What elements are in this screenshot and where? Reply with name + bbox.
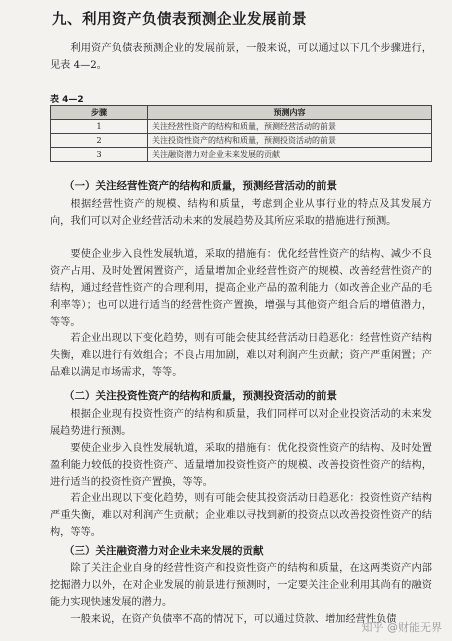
table-cell-step: 3 [51, 148, 148, 162]
table-row [51, 148, 432, 162]
section-3-title: （三）关注融资潜力对企业未来发展的贡献 [64, 545, 264, 557]
section-1-paragraph-1: 根据经营性资产的规模、结构和质量，考虑到企业从事行业的特点及其发展方向，我们可以对企业经营活动未来的发展趋势及其所应采取的措施进行预测。 [50, 199, 432, 227]
section-1-paragraph-3: 若企业出现以下变化趋势，则有可能会使其经营活动日趋恶化：经营性资产结构失衡，难以进行有效组合；不良占用加剧，难以对利润产生贡献；资产严重闲置；产品难以满足市场需求，等等。 [50, 333, 432, 378]
intro-paragraph: 利用资产负债表预测企业的发展前景，一般来说，可以通过以下几个步骤进行，见表 4—2。 [50, 43, 432, 71]
table-caption: 表 4—2 [50, 95, 84, 105]
page-heading: 九、利用资产负债表预测企业发展前景 [52, 12, 307, 28]
section-2-paragraph-3: 若企业出现以下变化趋势，则有可能会使其投资活动日趋恶化：投资性资产结构严重失衡，难以对利润产生贡献；企业难以寻找到新的投资点以改善投资性资产的结构，等等。 [50, 493, 432, 538]
table-row [51, 134, 432, 148]
section-2-title: （二）关注投资性资产的结构和质量，预测投资活动的前景 [64, 390, 337, 402]
section-2-paragraph-2: 要使企业步入良性发展轨道，采取的措施有：优化投资性资产的结构、及时处置盈利能力较低的投资性资产、适量增加投资性资产的规模、改善投资性资产的结构，进行适当的投资性资产置换，等等。 [50, 443, 432, 488]
section-2-paragraph-1: 根据企业现有投资性资产的结构和质量，我们同样可以对企业投资活动的未来发展趋势进行预测。 [50, 409, 432, 437]
table-header-row [51, 106, 432, 120]
section-3-paragraph-2: 一般来说，在资产负债率不高的情况下，可以通过贷款、增加经营性负债 [70, 614, 397, 625]
table-cell-step: 1 [51, 120, 148, 134]
steps-table [50, 105, 432, 162]
table-header-content: 预测内容 [148, 106, 432, 120]
section-1-paragraph-2: 要使企业步入良性发展轨道，采取的措施有：优化经营性资产的结构、减少不良资产占用、及时处置闲置资产，适量增加企业经营性资产的规模、改善经营性资产的结构，通过经营性资产的合理利用，提高企业产品的盈利能力（如改善企业产品的毛利率等）；也可以进行适当的经营性资产置换，增强与其他资产组合后的增值潜力，等等。 [50, 249, 432, 328]
table-cell-content: 关注经营性资产的结构和质量，预测经营活动的前景 [148, 120, 432, 134]
watermark: 知乎 @财能无界 [361, 621, 442, 634]
table-header-step: 步骤 [51, 106, 148, 120]
section-3-paragraph-1: 除了关注企业自身的经营性资产和投资性资产的结构和质量，在这两类资产内部挖掘潜力以外，在对企业发展的前景进行预测时，一定要关注企业利用其尚有的融资能力实现快速发展的潜力。 [50, 563, 432, 608]
table-cell-content: 关注投资性资产的结构和质量，预测投资活动的前景 [148, 134, 432, 148]
section-1-title: （一）关注经营性资产的结构和质量，预测经营活动的前景 [64, 180, 337, 192]
table-row [51, 120, 432, 134]
table-cell-step: 2 [51, 134, 148, 148]
table-cell-content: 关注融资潜力对企业未来发展的贡献 [148, 148, 432, 162]
